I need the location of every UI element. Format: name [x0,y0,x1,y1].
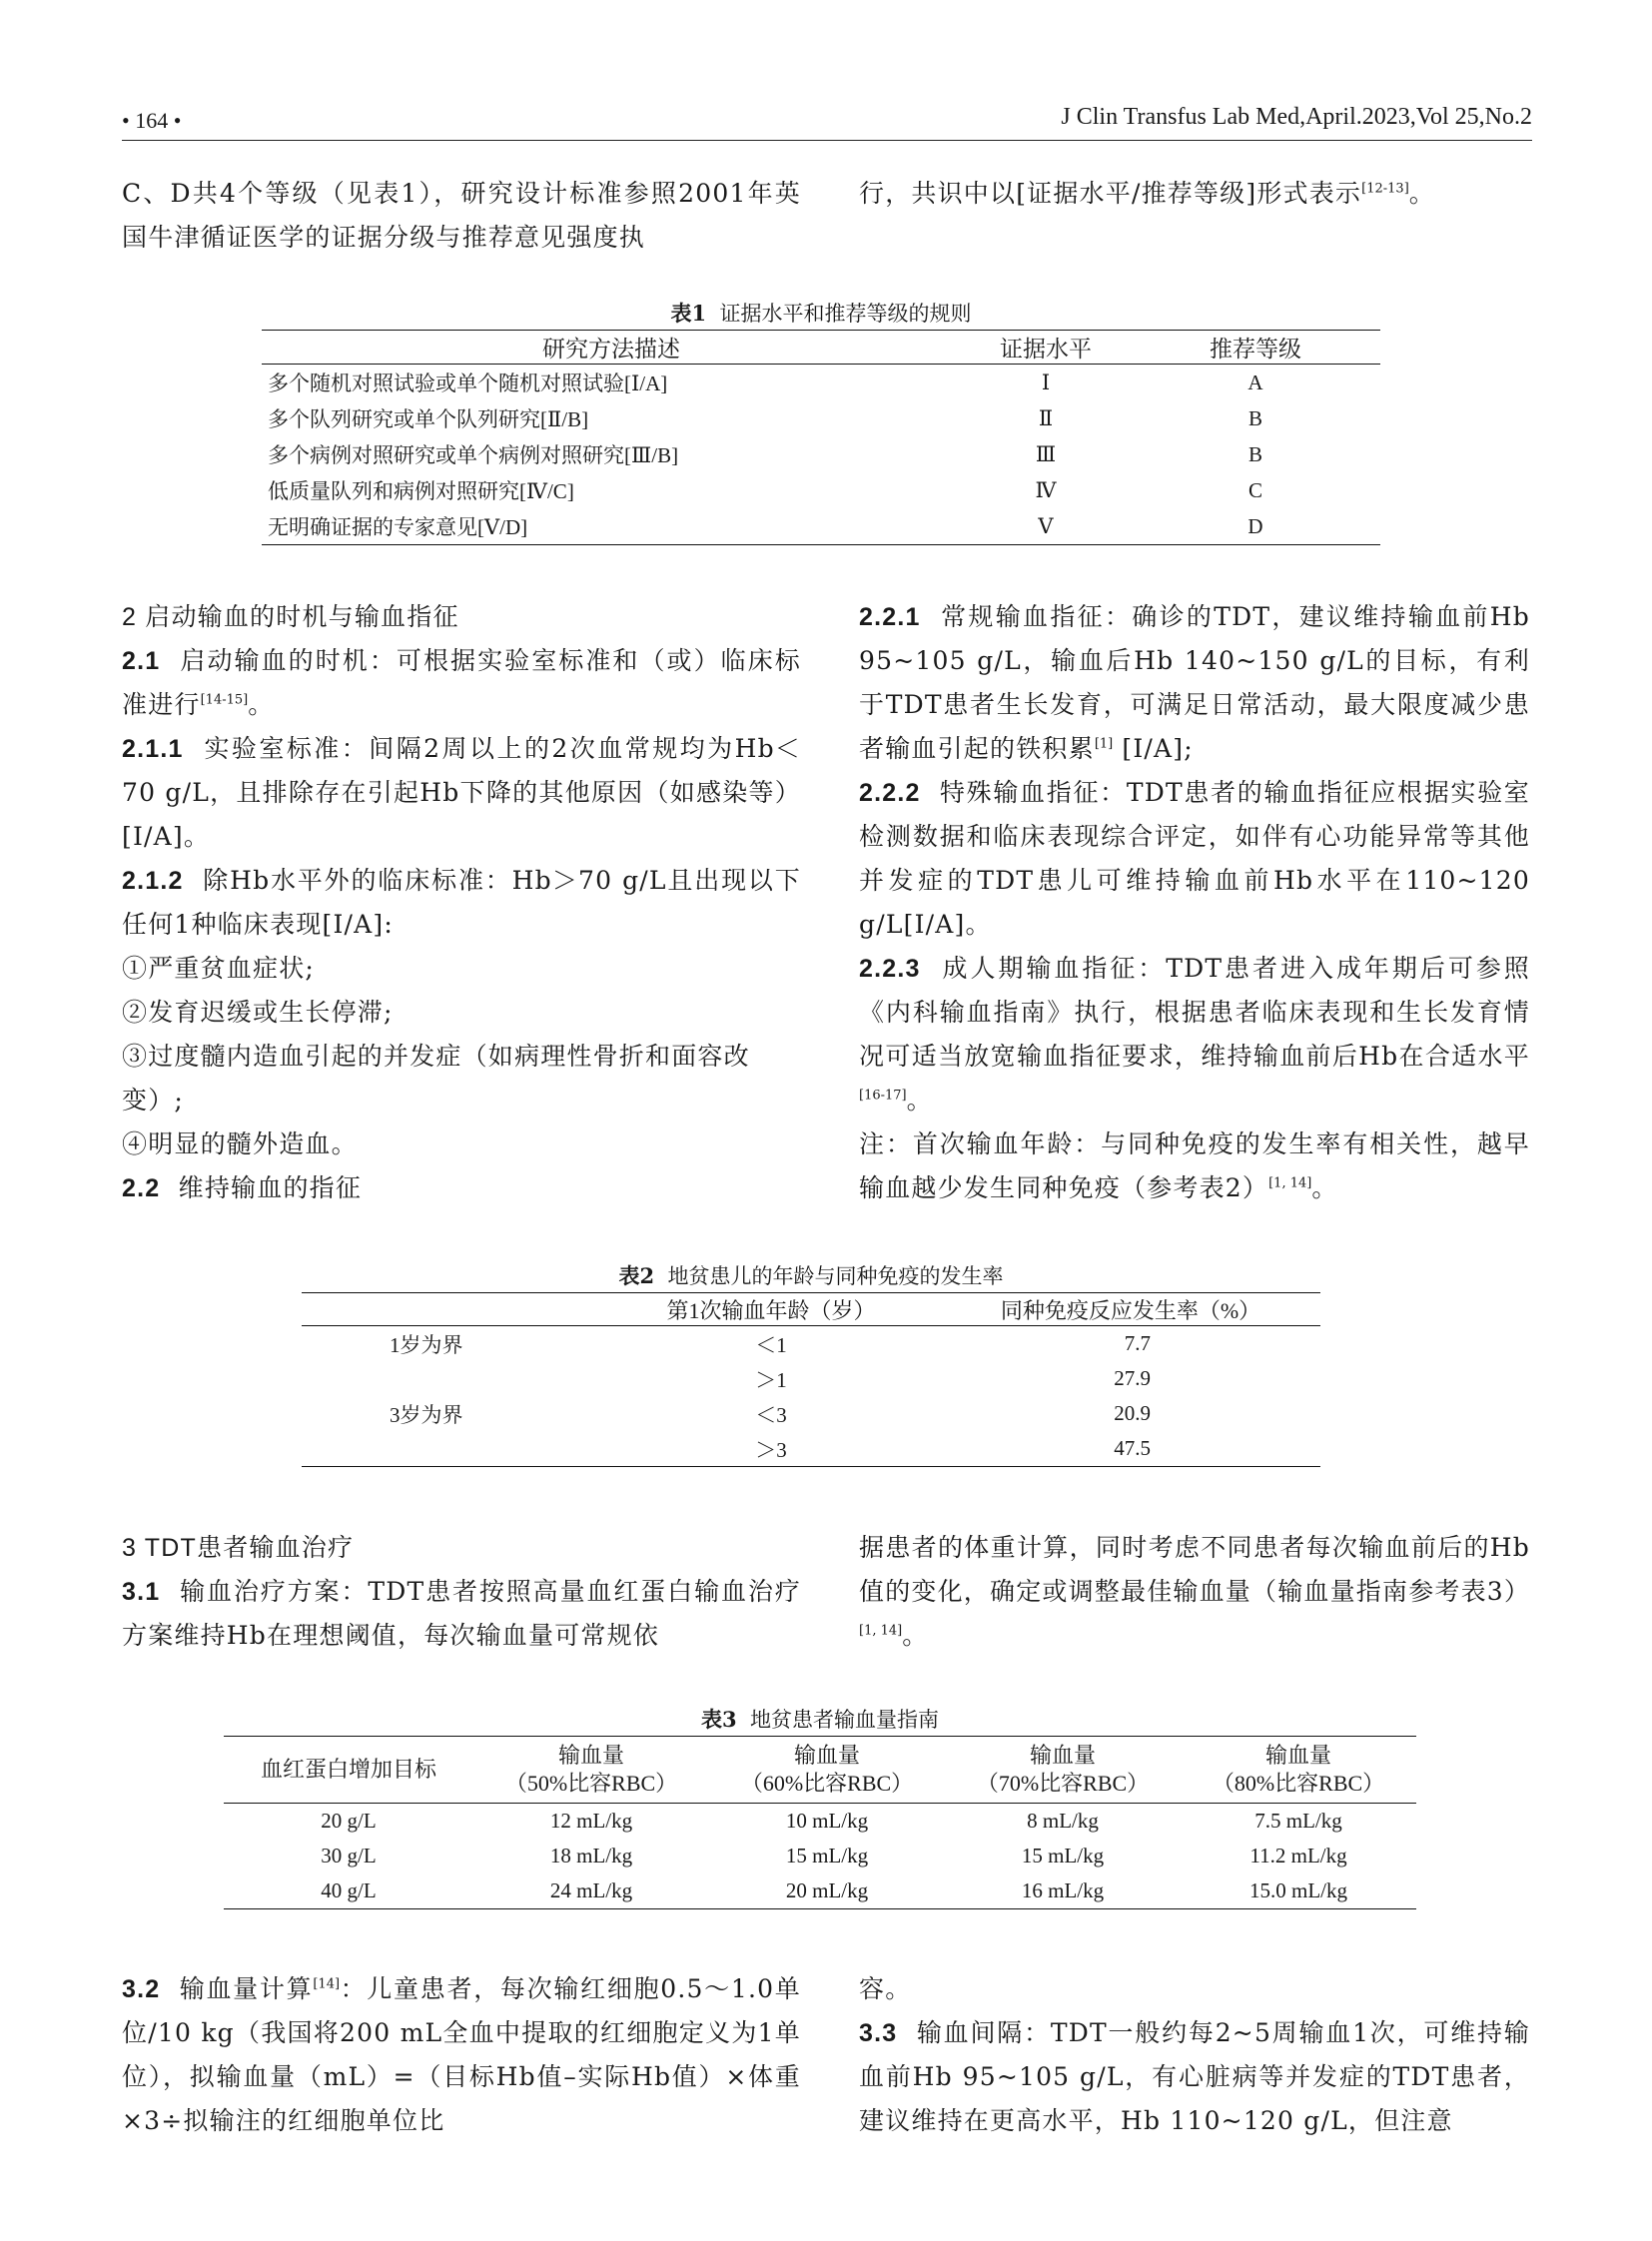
para-text: 实验室标准：间隔2周以上的2次血常规均为Hb＜70 g/L，且排除存在引起Hb下降的其他原因（如感染等）[Ⅰ/A]。 [122,734,801,851]
table-cell: A [1247,370,1263,394]
table2-number: 表2 [618,1263,655,1288]
intro-right-paragraph [859,172,1530,216]
section2-heading: 2 启动输血的时机与输血指征 [122,603,459,631]
table-cell: 20 mL/kg [785,1878,869,1902]
table-cell: D [1247,513,1263,538]
note-paragraph [859,1122,1530,1210]
table1-caption [262,298,1380,328]
header-line: 输血量 [1264,1743,1331,1768]
list-item: ①严重贫血症状; [122,954,316,983]
table1-header-cell: 研究方法描述 [262,331,961,365]
table-row [224,1839,1416,1873]
table-cell: 无明确证据的专家意见[Ⅴ/D] [268,515,528,539]
table-cell: ＞1 [755,1367,787,1392]
header-line: 输血量 [1029,1743,1096,1768]
para-2-1 [122,639,801,727]
header-subline: （80%比容RBC） [1212,1771,1385,1796]
table2-header-cell: 第1次输血年龄（岁） [601,1293,941,1326]
table-cell: 多个队列研究或单个队列研究[Ⅱ/B] [268,407,589,431]
header-line: 输血量 [793,1743,860,1768]
para-tail: 。 [1311,1173,1338,1202]
table-cell: 20 g/L [321,1809,377,1833]
header-subline: （60%比容RBC） [740,1771,914,1796]
table-cell: 24 mL/kg [549,1878,633,1902]
table-cell: ＞3 [755,1437,787,1462]
section-number: 2.1.2 [122,867,184,895]
para-text: 维持输血的指征 [178,1173,363,1202]
section3-bottom-left [122,1967,801,2143]
table-cell: 7.5 mL/kg [1254,1809,1342,1833]
section-number: 2.1 [122,647,161,675]
para-text: 输血间隔：TDT一般约每2~5周输血1次，可维持输血前Hb 95~105 g/L，有心脏病等并发症的TDT患者，建议维持在更高水平，Hb 110~120 g/L，但注意 [859,2018,1531,2135]
section2-right [859,595,1530,1210]
list-item: ②发育迟缓或生长停滞; [122,998,394,1027]
table-cell: 20.9 [1114,1401,1151,1425]
intro-right [859,172,1530,216]
para-text: ：儿童患者，每次输红细胞0.5～1.0单位/10 kg（我国将200 mL全血中提取的红细胞定义为1单位），拟输血量（mL）=（目标Hb值–实际Hb值）×体重×3÷拟输注的红细胞单位比 [122,1974,801,2135]
table-row [262,400,1380,436]
table-row [262,472,1380,508]
section-number: 3.1 [122,1578,161,1606]
table-cell: 30 g/L [321,1844,377,1868]
table3-caption [224,1704,1416,1734]
section-number: 2.2.1 [859,603,921,631]
table2-header-row [302,1293,1320,1326]
table-cell [302,1431,601,1467]
intro-right-text: 行，共识中以[证据水平/推荐等级]形式表示 [859,179,1362,208]
page-number: • 164 • [122,108,182,133]
table3-header-cell [473,1737,709,1804]
journal-citation: J Clin Transfus Lab Med,April.2023,Vol 25,No.2 [1061,104,1532,130]
section-number: 2.2 [122,1174,161,1202]
table2-caption [302,1260,1320,1290]
para-2-2-1 [859,595,1530,771]
citation-ref: [1, 14] [1268,1175,1312,1191]
table-row [262,436,1380,472]
para-3-3 [859,2011,1530,2143]
table-cell: 18 mL/kg [549,1844,633,1868]
table1-header-row [262,331,1380,365]
table-cell: 11.2 mL/kg [1249,1844,1347,1868]
para-2-2-3 [859,947,1530,1122]
table3-number: 表3 [701,1707,737,1732]
table-cell: Ⅱ [1038,405,1054,430]
table-cell: Ⅲ [1035,441,1057,466]
section3-bottom-right [859,1967,1530,2143]
table3-header-cell [945,1737,1181,1804]
para-2-2 [122,1166,801,1210]
table1-header-cell: 推荐等级 [1131,331,1380,365]
para-2-1-1 [122,727,801,859]
para-3-2-continued: 容。 [859,1974,912,2003]
table-row [302,1431,1320,1467]
header-line: 血红蛋白增加目标 [260,1757,436,1782]
table-row [262,508,1380,545]
table-cell: 3岁为界 [390,1402,463,1427]
table3-header-row [224,1737,1416,1804]
table-cell: B [1247,441,1262,466]
table-row [262,365,1380,401]
section2-left [122,595,801,1210]
para-head: 输血量计算 [179,1974,314,2003]
table-cell: 47.5 [1114,1436,1151,1460]
table-cell: 1岁为界 [390,1332,463,1357]
table1-number: 表1 [670,301,707,326]
intro-ref: [12-13] [1361,181,1409,197]
table-cell: 7.7 [1124,1331,1151,1355]
section-number: 2.1.1 [122,735,184,763]
para-text: 输血治疗方案：TDT患者按照高量血红蛋白输血治疗方案维持Hb在理想阈值，每次输血量可常规依 [122,1577,801,1650]
table3 [224,1736,1416,1909]
para-tail: 。 [902,1621,929,1650]
table-cell: Ⅴ [1038,513,1054,538]
table-cell: Ⅰ [1041,370,1051,394]
para-text: 除Hb水平外的临床标准：Hb＞70 g/L且出现以下任何1种临床表现[Ⅰ/A]: [122,866,801,939]
intro-left-text: C、D共4个等级（见表1），研究设计标准参照2001年英国牛津循证医学的证据分级与推荐意见强度执 [122,179,801,252]
table-row [302,1361,1320,1396]
intro-left [122,172,801,260]
section-number: 2.2.2 [859,779,921,807]
table-cell [302,1361,601,1396]
table1-title: 证据水平和推荐等级的规则 [719,302,972,326]
table-row [224,1804,1416,1840]
table3-header-cell [224,1737,473,1804]
para-2-2-2 [859,771,1530,947]
table2-title: 地贫患儿的年龄与同种免疫的发生率 [667,1264,1004,1288]
table-cell: Ⅳ [1035,477,1057,502]
citation-ref: [16-17] [859,1088,907,1104]
citation-ref: [14-15] [200,692,249,708]
header-subline: （70%比容RBC） [976,1771,1150,1796]
table-cell: C [1247,477,1262,502]
header-line: 输血量 [557,1743,624,1768]
para-tail: [Ⅰ/A]; [1113,734,1194,763]
list-item: ④明显的髓外造血。 [122,1129,358,1158]
table-cell: 低质量队列和病例对照研究[Ⅳ/C] [268,479,574,503]
table-cell: 10 mL/kg [785,1809,869,1833]
table3-header-cell [1181,1737,1416,1804]
para-3-1 [122,1570,801,1658]
table-cell: 27.9 [1114,1366,1151,1390]
para-tail: 。 [906,1086,933,1115]
header-subline: （50%比容RBC） [504,1771,678,1796]
para-text: 启动输血的时机：可根据实验室标准和（或）临床标准进行 [122,646,801,719]
table-cell: 16 mL/kg [1021,1878,1105,1902]
table-cell: ＜3 [755,1402,787,1427]
table-cell: 8 mL/kg [1027,1809,1099,1833]
section3-heading: 3 TDT患者输血治疗 [122,1534,355,1562]
table2-header-cell: 同种免疫反应发生率（%） [941,1293,1320,1326]
intro-right-tail: 。 [1408,179,1435,208]
table3-header-cell [709,1737,945,1804]
header-rule [122,140,1532,141]
table-cell: 多个病例对照研究或单个病例对照研究[Ⅲ/B] [268,443,679,467]
para-3-2 [122,1967,801,2143]
table-row [302,1326,1320,1362]
para-text: 常规输血指征：确诊的TDT，建议维持输血前Hb 95~105 g/L，输血后Hb 140~150 g/L的目标，有利于TDT患者生长发育，可满足日常活动，最大限度减少患者输血引起的铁积累 [859,602,1530,763]
table-cell: 40 g/L [321,1878,377,1902]
para-text: 成人期输血指征：TDT患者进入成年期后可参照《内科输血指南》执行，根据患者临床表现和生长发育情况可适当放宽输血指征要求，维持输血前后Hb在合适水平 [859,954,1531,1071]
table-cell: B [1247,405,1262,430]
table1 [262,330,1380,545]
table-row [224,1873,1416,1909]
para-2-1-2 [122,859,801,947]
citation-ref: [1, 14] [859,1623,903,1639]
table-row [302,1396,1320,1431]
section-number: 2.2.3 [859,955,921,983]
table3-title: 地贫患者输血量指南 [749,1708,939,1732]
section-number: 3.2 [122,1975,161,2003]
section3-right [859,1526,1530,1658]
table-cell: 15 mL/kg [1021,1844,1105,1868]
table1-header-cell: 证据水平 [961,331,1131,365]
table2-header-cell [302,1293,601,1326]
table-cell: ＜1 [755,1332,787,1357]
para-tail: 。 [248,690,275,719]
citation-ref: [1] [1094,736,1114,752]
citation-ref: [14] [313,1976,341,1992]
para-text: 据患者的体重计算，同时考虑不同患者每次输血前后的Hb值的变化，确定或调整最佳输血量（输血量指南参考表3） [859,1533,1531,1606]
table-cell: 15.0 mL/kg [1249,1878,1347,1902]
section-number: 3.3 [859,2019,898,2047]
section3-left [122,1526,801,1658]
table-cell: 15 mL/kg [785,1844,869,1868]
list-item: ③过度髓内造血引起的并发症（如病理性骨折和面容改变）; [122,1042,750,1115]
para-3-1-continued [859,1526,1530,1658]
table2 [302,1292,1320,1467]
table-cell: 多个随机对照试验或单个随机对照试验[Ⅰ/A] [268,372,668,395]
para-text: 特殊输血指征：TDT患者的输血指征应根据实验室检测数据和临床表现综合评定，如伴有心功能异常等其他并发症的TDT患儿可维持输血前Hb水平在110~120 g/L[Ⅰ/A]。 [859,778,1531,939]
table-cell: 12 mL/kg [549,1809,633,1833]
note-text: 注：首次输血年龄：与同种免疫的发生率有相关性，越早输血越少发生同种免疫（参考表2） [859,1129,1530,1202]
